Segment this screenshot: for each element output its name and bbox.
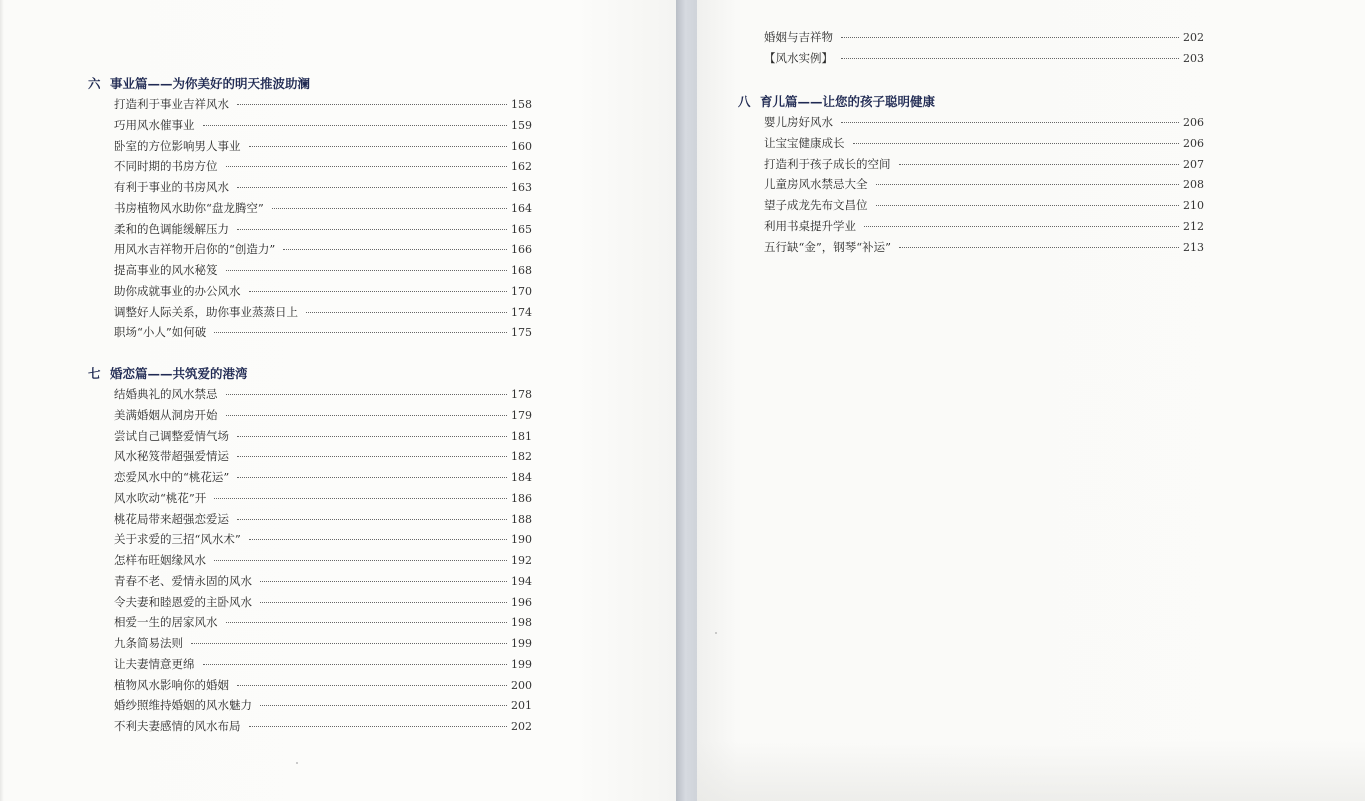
toc-entry[interactable] xyxy=(114,115,532,136)
toc-entry-label: 打造利于事业吉祥风水 xyxy=(114,97,229,111)
toc-entry-label: 助你成就事业的办公风水 xyxy=(114,283,241,298)
toc-entry[interactable] xyxy=(114,405,532,426)
toc-entry[interactable] xyxy=(114,156,532,177)
dot-leader xyxy=(260,602,507,603)
dot-leader xyxy=(306,312,507,313)
toc-entry-label: 不利夫妻感情的风水布局 xyxy=(114,719,241,733)
toc-entry[interactable] xyxy=(114,488,532,509)
toc-entry[interactable] xyxy=(114,260,532,281)
toc-entry-page-number: 207 xyxy=(1183,157,1204,171)
toc-entry[interactable] xyxy=(764,195,1204,216)
toc-entry[interactable] xyxy=(114,302,532,323)
toc-entry-page-number: 188 xyxy=(511,512,532,526)
dot-leader xyxy=(237,104,507,105)
paper-speck xyxy=(715,632,717,634)
toc-entry[interactable] xyxy=(114,716,532,737)
toc-entry-page-number: 168 xyxy=(511,264,532,277)
toc-entry-label: 打造利于孩子成长的空间 xyxy=(764,156,891,171)
dot-leader xyxy=(226,622,508,623)
dot-leader xyxy=(214,332,507,333)
toc-entry-page-number: 203 xyxy=(1183,51,1204,65)
toc-entry-page-number: 175 xyxy=(511,326,532,340)
toc-entry-page-number: 163 xyxy=(511,181,532,194)
toc-entry-page-number: 166 xyxy=(511,243,532,257)
paper-speck xyxy=(296,762,298,764)
toc-entry-page-number: 162 xyxy=(511,160,532,174)
toc-entry-page-number: 170 xyxy=(511,284,532,298)
toc-entry-label: 美满婚姻从洞房开始 xyxy=(114,407,218,422)
section-title-text: 婚恋篇——共筑爱的港湾 xyxy=(110,366,248,381)
toc-entry-label: 尝试自己调整爱情气场 xyxy=(114,428,229,443)
dot-leader xyxy=(841,58,1179,59)
toc-entry-page-number: 202 xyxy=(511,720,532,733)
dot-leader xyxy=(249,539,507,540)
section-number: 八 xyxy=(738,94,751,109)
toc-section-marriage-continued xyxy=(764,27,1204,69)
dot-leader xyxy=(214,498,507,499)
toc-entry-page-number: 158 xyxy=(511,98,532,111)
toc-entry-label: 望子成龙先布文昌位 xyxy=(764,198,868,212)
toc-entry-label: 职场“小人”如何破 xyxy=(114,325,207,340)
toc-entry-label: 相爱一生的居家风水 xyxy=(114,615,218,630)
toc-entry-label: 【风水实例】 xyxy=(764,50,833,65)
section-heading xyxy=(88,74,532,94)
toc-entry-page-number: 186 xyxy=(511,491,532,505)
toc-entry-page-number: 200 xyxy=(511,678,532,692)
toc-entry-list xyxy=(764,27,1204,69)
dot-leader xyxy=(864,226,1179,227)
toc-entry-page-number: 178 xyxy=(511,388,532,401)
section-title-text: 育儿篇——让您的孩子聪明健康 xyxy=(760,94,936,109)
toc-entry-label: 让夫妻情意更绵 xyxy=(114,656,195,671)
toc-entry-page-number: 202 xyxy=(1183,31,1204,44)
toc-entry[interactable] xyxy=(764,112,1204,133)
dot-leader xyxy=(876,205,1180,206)
toc-entry-list xyxy=(764,112,1204,257)
dot-leader xyxy=(853,143,1180,144)
dot-leader xyxy=(237,477,507,478)
toc-entry-list xyxy=(114,94,532,343)
toc-entry-page-number: 179 xyxy=(511,408,532,422)
toc-entry[interactable] xyxy=(114,695,532,716)
toc-page-left xyxy=(0,0,676,801)
toc-entry-label: 卧室的方位影响男人事业 xyxy=(114,138,241,153)
toc-section-parenting xyxy=(738,92,1204,257)
dot-leader xyxy=(237,436,507,437)
toc-entry[interactable] xyxy=(114,571,532,592)
section-heading xyxy=(88,364,532,384)
toc-entry-label: 风水吹动“桃花”开 xyxy=(114,490,207,505)
toc-entry[interactable] xyxy=(114,509,532,530)
toc-entry-page-number: 184 xyxy=(511,471,532,484)
dot-leader xyxy=(272,208,507,209)
toc-entry-page-number: 165 xyxy=(511,222,532,236)
dot-leader xyxy=(283,249,507,250)
toc-entry-label: 婚姻与吉祥物 xyxy=(764,30,833,44)
toc-entry-label: 怎样布旺姻缘风水 xyxy=(114,553,206,567)
dot-leader xyxy=(237,519,507,520)
toc-entry-label: 恋爱风水中的“桃花运” xyxy=(114,470,230,484)
toc-entry[interactable] xyxy=(114,281,532,302)
toc-entry-label: 婚纱照维持婚姻的风水魅力 xyxy=(114,698,252,713)
toc-entry-page-number: 164 xyxy=(511,201,532,215)
toc-entry-page-number: 181 xyxy=(511,429,532,443)
toc-entry-page-number: 174 xyxy=(511,305,532,319)
dot-leader xyxy=(191,643,507,644)
section-title-text: 事业篇——为你美好的明天推波助澜 xyxy=(110,76,311,91)
dot-leader xyxy=(203,664,508,665)
section-number: 六 xyxy=(88,76,101,91)
toc-entry-label: 利用书桌提升学业 xyxy=(764,218,856,233)
toc-section-marriage xyxy=(88,364,532,737)
toc-entry-label: 用风水吉祥物开启你的“创造力” xyxy=(114,242,276,257)
dot-leader xyxy=(237,456,507,457)
toc-entry[interactable] xyxy=(114,239,532,260)
toc-entry-list xyxy=(114,384,532,737)
dot-leader xyxy=(203,125,508,126)
toc-entry-label: 提高事业的风水秘笈 xyxy=(114,263,218,277)
toc-entry-label: 关于求爱的三招“风水术” xyxy=(114,532,241,547)
toc-entry-label: 桃花局带来超强恋爱运 xyxy=(114,511,229,526)
toc-entry[interactable] xyxy=(114,612,532,633)
toc-entry[interactable] xyxy=(114,529,532,550)
dot-leader xyxy=(841,37,1179,38)
toc-entry[interactable] xyxy=(764,133,1204,154)
dot-leader xyxy=(260,581,507,582)
toc-entry-label: 巧用风水催事业 xyxy=(114,117,195,132)
toc-entry[interactable] xyxy=(764,216,1204,237)
toc-entry-label: 令夫妻和睦恩爱的主卧风水 xyxy=(114,594,252,609)
dot-leader xyxy=(226,270,508,271)
toc-entry[interactable] xyxy=(114,426,532,447)
toc-entry[interactable] xyxy=(114,198,532,219)
toc-entry-label: 青春不老、爱情永固的风水 xyxy=(114,573,252,588)
dot-leader xyxy=(249,291,508,292)
toc-entry-label: 五行缺“金”，钢琴“补运” xyxy=(764,239,892,254)
toc-entry-page-number: 194 xyxy=(511,574,532,588)
dot-leader xyxy=(249,146,508,147)
dot-leader xyxy=(237,685,507,686)
toc-entry[interactable] xyxy=(764,27,1204,48)
toc-entry-label: 风水秘笈带超强爱情运 xyxy=(114,449,229,464)
toc-entry-page-number: 208 xyxy=(1183,178,1204,192)
toc-entry[interactable] xyxy=(114,592,532,613)
toc-entry-label: 婴儿房好风水 xyxy=(764,115,833,129)
toc-entry[interactable] xyxy=(764,174,1204,195)
toc-entry[interactable] xyxy=(114,219,532,240)
dot-leader xyxy=(899,247,1179,248)
dot-leader xyxy=(899,164,1180,165)
toc-entry-page-number: 201 xyxy=(511,699,532,713)
toc-entry-page-number: 192 xyxy=(511,554,532,567)
toc-entry-page-number: 199 xyxy=(511,657,532,671)
page-shading xyxy=(697,741,1365,801)
toc-entry-label: 调整好人际关系，助你事业蒸蒸日上 xyxy=(114,304,298,319)
toc-entry[interactable] xyxy=(114,467,532,488)
dot-leader xyxy=(249,726,508,727)
toc-entry[interactable] xyxy=(114,384,532,405)
page-edge-shadow xyxy=(0,0,4,801)
toc-entry-page-number: 206 xyxy=(1183,116,1204,129)
dot-leader xyxy=(237,229,507,230)
dot-leader xyxy=(226,166,508,167)
dot-leader xyxy=(214,560,507,561)
toc-entry[interactable] xyxy=(114,550,532,571)
toc-entry[interactable] xyxy=(114,675,532,696)
toc-entry[interactable] xyxy=(764,237,1204,258)
toc-entry[interactable] xyxy=(114,654,532,675)
toc-entry-label: 儿童房风水禁忌大全 xyxy=(764,177,868,192)
dot-leader xyxy=(226,415,508,416)
toc-entry-page-number: 212 xyxy=(1183,219,1204,233)
dot-leader xyxy=(260,705,507,706)
toc-entry[interactable] xyxy=(114,177,532,198)
toc-entry-label: 书房植物风水助你“盘龙腾空” xyxy=(114,200,264,215)
toc-page-right xyxy=(697,0,1365,801)
dot-leader xyxy=(237,187,507,188)
toc-entry-label: 有利于事业的书房风水 xyxy=(114,180,229,194)
toc-entry-page-number: 182 xyxy=(511,450,532,464)
toc-entry-page-number: 199 xyxy=(511,637,532,650)
toc-entry-page-number: 213 xyxy=(1183,240,1204,254)
section-number: 七 xyxy=(88,366,101,381)
toc-entry-label: 九条简易法则 xyxy=(114,636,183,650)
toc-entry[interactable] xyxy=(764,48,1204,69)
toc-entry[interactable] xyxy=(114,322,532,343)
toc-entry[interactable] xyxy=(764,154,1204,175)
toc-entry-label: 植物风水影响你的婚姻 xyxy=(114,677,229,692)
toc-entry-page-number: 196 xyxy=(511,595,532,609)
toc-entry-page-number: 160 xyxy=(511,139,532,153)
dot-leader xyxy=(226,394,508,395)
toc-entry[interactable] xyxy=(114,633,532,654)
toc-entry-page-number: 198 xyxy=(511,616,532,630)
dot-leader xyxy=(841,122,1179,123)
toc-entry[interactable] xyxy=(114,446,532,467)
dot-leader xyxy=(876,184,1180,185)
toc-entry-label: 不同时期的书房方位 xyxy=(114,159,218,174)
toc-entry-page-number: 190 xyxy=(511,533,532,547)
toc-entry-label: 结婚典礼的风水禁忌 xyxy=(114,387,218,401)
section-heading xyxy=(738,92,1204,112)
page-gutter xyxy=(676,0,697,801)
toc-entry-page-number: 206 xyxy=(1183,136,1204,150)
toc-entry[interactable] xyxy=(114,94,532,115)
toc-entry[interactable] xyxy=(114,136,532,157)
toc-entry-page-number: 210 xyxy=(1183,199,1204,212)
toc-section-career xyxy=(88,74,532,343)
toc-entry-label: 让宝宝健康成长 xyxy=(764,135,845,150)
toc-entry-page-number: 159 xyxy=(511,118,532,132)
toc-entry-label: 柔和的色调能缓解压力 xyxy=(114,221,229,236)
